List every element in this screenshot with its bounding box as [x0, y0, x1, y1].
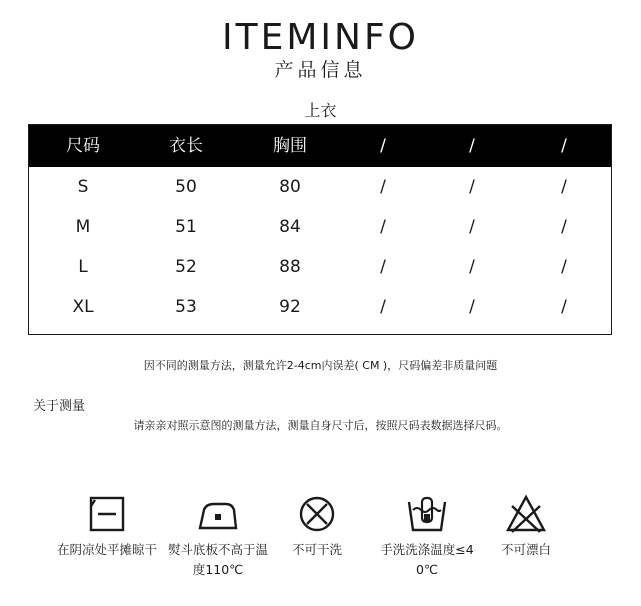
table-cell: /	[469, 297, 475, 317]
table-cell: /	[561, 297, 567, 317]
table-cell: /	[561, 257, 567, 277]
table-cell: 92	[279, 297, 301, 317]
table-cell: 50	[175, 177, 197, 197]
header-cell-blank-1: /	[380, 136, 386, 156]
care-label: 不可漂白	[500, 542, 551, 557]
header-cell-length: 衣长	[169, 136, 203, 156]
care-label: 在阴凉处平摊晾干	[56, 542, 157, 557]
no-bleach-icon	[504, 492, 548, 536]
brand-subtitle: 产品信息	[274, 59, 367, 81]
table-cell: L	[78, 257, 88, 277]
table-row	[29, 287, 611, 327]
flat-dry-shade-icon	[85, 492, 129, 536]
table-cell: 80	[279, 177, 301, 197]
brand-title: ITEMINFO	[221, 17, 419, 58]
header-cell-blank-3: /	[561, 136, 567, 156]
table-cell: /	[561, 217, 567, 237]
header-cell-chest: 胸围	[273, 136, 307, 156]
no-dry-clean-icon	[295, 492, 339, 536]
header-cell-size: 尺码	[66, 136, 100, 156]
table-header	[29, 125, 611, 167]
care-label: 熨斗底板不高于温度110℃	[167, 542, 268, 577]
hand-wash-icon	[405, 492, 449, 536]
care-label: 手洗洗涤温度≤40℃	[380, 542, 474, 577]
table-cell: XL	[72, 297, 94, 317]
table-cell: /	[469, 257, 475, 277]
table-row	[29, 247, 611, 287]
table-cell: /	[469, 177, 475, 197]
table-cell: 84	[279, 217, 301, 237]
table-cell: /	[380, 177, 386, 197]
care-item-no-bleach	[471, 492, 581, 560]
table-cell: 52	[175, 257, 197, 277]
measurement-heading: 关于测量	[33, 399, 86, 414]
care-label: 不可干洗	[291, 542, 342, 557]
care-item-no-dry-clean	[262, 492, 372, 560]
table-row	[29, 207, 611, 247]
table-cell: /	[380, 297, 386, 317]
care-item-iron	[163, 492, 273, 580]
table-cell: /	[469, 217, 475, 237]
table-caption: 上衣	[304, 101, 337, 120]
table-cell: /	[380, 257, 386, 277]
table-cell: 53	[175, 297, 197, 317]
table-cell: 51	[175, 217, 197, 237]
measurement-instructions: 请亲亲对照示意图的测量方法，测量自身尺寸后，按照尺码表数据选择尺码。	[133, 419, 508, 432]
measurement-tolerance-note: 因不同的测量方法，测量允许2-4cm内误差( CM )，尺码偏差非质量问题	[143, 359, 498, 372]
table-cell: S	[77, 177, 89, 197]
table-cell: 88	[279, 257, 301, 277]
header-cell-blank-2: /	[469, 136, 475, 156]
table-row	[29, 167, 611, 207]
care-item-hand-wash	[372, 492, 482, 580]
care-item-flat-dry	[52, 492, 162, 560]
table-cell: /	[380, 217, 386, 237]
size-table	[28, 124, 612, 335]
iron-low-icon	[196, 492, 240, 536]
table-cell: M	[75, 217, 91, 237]
table-cell: /	[561, 177, 567, 197]
